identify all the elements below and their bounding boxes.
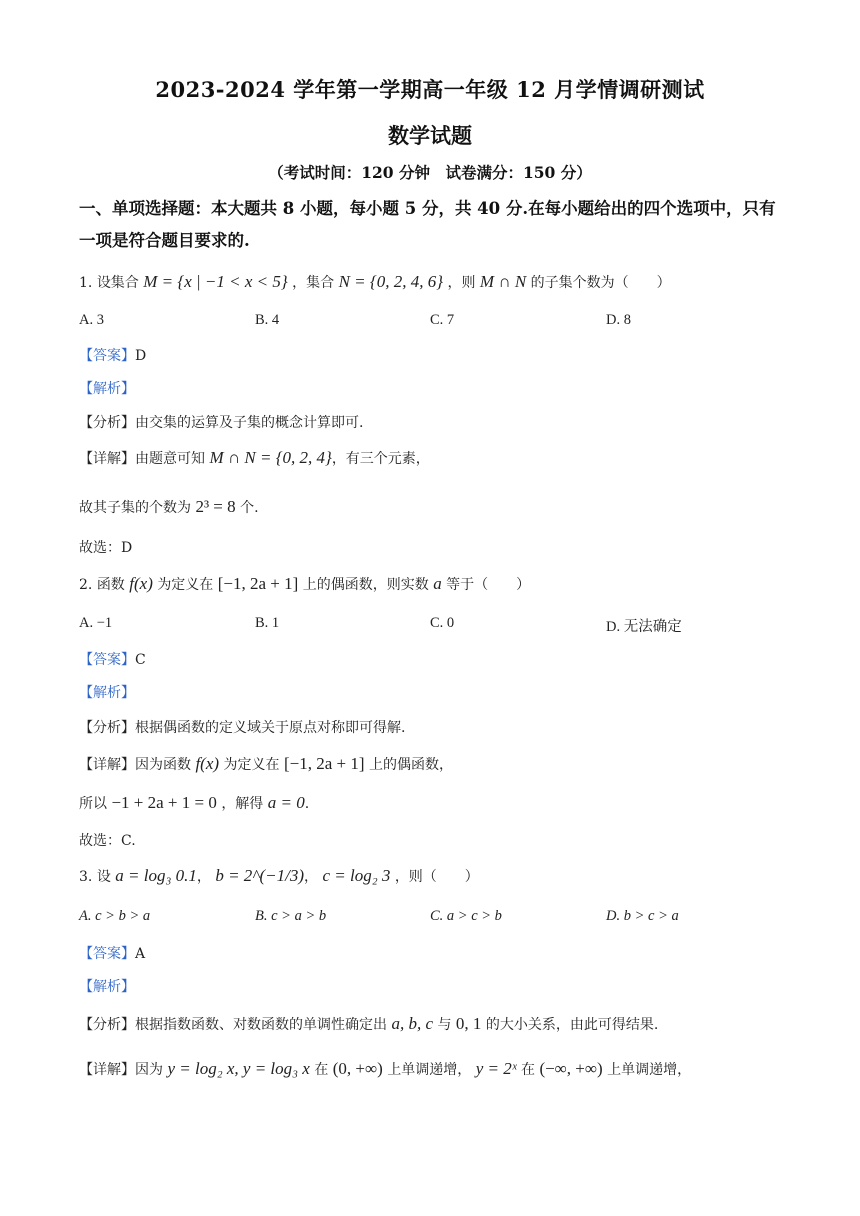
answer-value: C [135,652,146,668]
detail-label: 【详解】 [79,451,135,467]
q2-detail-line2 [79,793,784,813]
stem-text: 的子集个数为（ ） [530,275,671,291]
q2-option-d: D. 无法确定 [606,619,682,635]
q3-option-a: A. c > b > a [79,908,151,924]
q1-answer [79,345,784,365]
fenxi-label: 【分析】 [79,1017,135,1033]
q3-option-b: B. c > a > b [255,908,327,924]
question-1-stem [79,272,784,292]
detail-text: 在 [520,1062,535,1078]
math-power: 2³ = 8 [195,497,236,516]
math-intersection-result: M ∩ N = {0, 2, 4} [209,448,332,467]
math-function: f(x) [195,754,220,773]
detail-text: 所以 [79,796,107,812]
math-solution: a = 0 [267,793,305,812]
q3-detail [79,1059,784,1079]
detail-text: . [304,796,310,812]
stem-text: 设 [96,869,111,885]
detail-text: 上单调递增， [387,1062,472,1078]
q1-detail [79,448,784,468]
math-set-m: M = {x | −1 < x < 5} [143,272,288,291]
math-equation: −1 + 2a + 1 = 0 [111,793,217,812]
detail-label: 【详解】 [79,1062,135,1078]
q2-option-b: B. 1 [255,615,280,631]
math-b-power: b = 2^(−1/3) [215,866,304,885]
exam-info: （考试时间：120 分钟 试卷满分：150 分） [268,163,592,182]
q2-answer [79,649,784,669]
q1-analysis-label [79,378,784,398]
q2-option-c: C. 0 [430,615,455,631]
stem-text: 为定义在 [157,577,214,593]
choose-label: 故选： [79,833,121,849]
question-2-stem [79,574,784,594]
math-interval: [−1, 2a + 1] [217,574,299,593]
math-exp-function: y = 2ˣ [475,1059,517,1078]
math-interval: [−1, 2a + 1] [283,754,365,773]
detail-text: 因为 [135,1062,163,1078]
fenxi-text: 与 [437,1017,452,1033]
fenxi-text: 根据指数函数、对数函数的单调性确定出 [135,1017,387,1033]
question-number: 2. [79,577,93,593]
q3-analysis-label [79,976,784,996]
math-abc: a, b, c [391,1014,433,1033]
fenxi-text: 的大小关系，由此可得结果. [485,1017,659,1033]
detail-text: 在 [314,1062,329,1078]
fenxi-text: 根据偶函数的定义域关于原点对称即可得解. [135,720,406,736]
question-number: 1. [79,275,93,291]
section-heading: 一、单项选择题：本大题共 8 小题，每小题 5 分，共 40 分.在每小题给出的四个选项中，只有一项是符合题目要求的. [79,199,776,250]
stem-text: ， [304,869,318,885]
q3-answer [79,943,784,963]
analysis-label: 【解析】 [79,381,135,397]
answer-value: A [135,946,146,962]
q2-option-a: A. −1 [79,615,113,631]
math-a-log: a = log₃ 0.1 [115,866,197,885]
analysis-label: 【解析】 [79,979,135,995]
math-intersection: M ∩ N [479,272,527,291]
choose-value: C. [121,833,136,849]
math-c-log: c = log₂ 3 [322,866,391,885]
q2-detail [79,754,784,774]
stem-text: ，集合 [292,275,335,291]
stem-text: 上的偶函数，则实数 [302,577,429,593]
fenxi-label: 【分析】 [79,415,135,431]
q2-analysis-label [79,682,784,702]
detail-text: 因为函数 [135,757,191,773]
math-zero-one: 0, 1 [455,1014,482,1033]
stem-text: 等于（ ） [446,577,531,593]
detail-text: 上单调递增， [607,1062,692,1078]
q3-option-c: C. a > c > b [430,908,502,924]
math-function: f(x) [129,574,153,593]
stem-text: ，则 [447,275,476,291]
q2-choose [79,830,784,850]
fenxi-label: 【分析】 [79,720,135,736]
answer-label: 【答案】 [79,652,135,668]
q1-option-b: B. 4 [255,312,280,328]
stem-text: ， [196,869,211,885]
q1-option-a: A. 3 [79,312,104,328]
question-3-stem [79,866,784,886]
q1-option-d: D. 8 [606,312,631,328]
detail-text: 个. [240,500,259,516]
stem-text: 函数 [96,577,125,593]
q3-fenxi [79,1014,784,1034]
q3-option-d: D. b > c > a [606,908,679,924]
answer-label: 【答案】 [79,348,135,364]
detail-text: 上的偶函数， [368,757,453,773]
math-variable: a [433,574,442,593]
q1-fenxi [79,412,784,432]
q1-choose [79,537,784,557]
stem-text: ，则（ ） [394,869,479,885]
detail-label: 【详解】 [79,757,135,773]
math-interval-positive: (0, +∞) [332,1059,383,1078]
detail-text: ，解得 [221,796,264,812]
question-number: 3. [79,869,93,885]
q1-option-c: C. 7 [430,312,455,328]
choose-value: D [121,540,133,556]
choose-label: 故选： [79,540,121,556]
math-interval-real: (−∞, +∞) [539,1059,603,1078]
detail-text: ，有三个元素， [331,451,430,467]
exam-subtitle: 数学试题 [388,123,472,148]
exam-title: 2023-2024 学年第一学期高一年级 12 月学情调研测试 [155,77,705,102]
math-log-functions: y = log₂ x, y = log₃ x [167,1059,310,1078]
q1-detail-line2 [79,497,784,517]
stem-text: 设集合 [96,275,139,291]
detail-text: 为定义在 [223,757,280,773]
detail-text: 由题意可知 [135,451,205,467]
answer-value: D [135,348,147,364]
detail-text: 故其子集的个数为 [79,500,191,516]
analysis-label: 【解析】 [79,685,135,701]
answer-label: 【答案】 [79,946,135,962]
q2-fenxi [79,717,784,737]
math-set-n: N = {0, 2, 4, 6} [338,272,444,291]
fenxi-text: 由交集的运算及子集的概念计算即可. [135,415,364,431]
